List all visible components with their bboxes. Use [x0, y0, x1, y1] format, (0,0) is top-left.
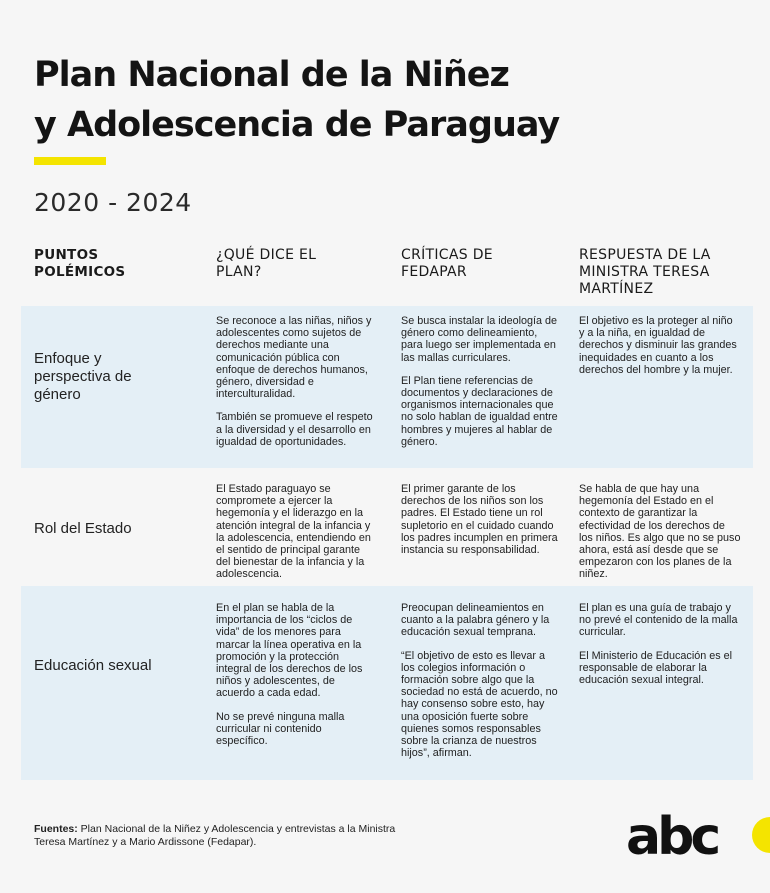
years-range: 2020 - 2024 — [34, 188, 192, 217]
column-header-plan: ¿QUÉ DICE EL PLAN? — [216, 247, 317, 280]
logo-yellow-dot — [752, 817, 770, 853]
cell-paragraph: Preocupan delineamientos en cuanto a la palabra género y la educación sexual temprana. — [401, 602, 550, 639]
column-header-puntos: PUNTOS POLÉMICOS — [34, 247, 126, 280]
accent-bar — [34, 157, 106, 165]
abc-logo: abc — [626, 807, 718, 867]
sources-label: Fuentes: — [34, 823, 78, 835]
cell-criticas — [401, 602, 561, 770]
cell-paragraph: El Ministerio de Educación es el responsable de elaborar la educación sexual integral. — [579, 649, 733, 687]
table-row-rol-estado — [21, 468, 753, 586]
cell-respuesta — [579, 483, 741, 592]
cell-paragraph: No se prevé ninguna malla curricular ni contenido específico. — [216, 710, 345, 748]
cell-plan — [216, 315, 376, 459]
column-header-criticas: CRÍTICAS DE FEDAPAR — [401, 247, 493, 280]
cell-paragraph: El Estado paraguayo se compromete a ejercer la hegemonía y el liderazgo en la atención integral de la infancia y la adolescencia, entendiendo en el sentido de principal garante del bienestar de la infancia y la adolescencia. — [216, 483, 371, 581]
title-line-1: Plan Nacional de la Niñez — [34, 55, 509, 95]
sources-note — [34, 823, 414, 848]
cell-paragraph: El primer garante de los derechos de los niños son los padres. El Estado tiene un rol supletorio en el cuidado cuando los padres incumplen en primera instancia su responsabilidad. — [401, 483, 558, 557]
row-label: Enfoque y perspectiva de género — [34, 350, 132, 403]
cell-respuesta — [579, 315, 741, 387]
page-title — [34, 50, 559, 150]
cell-plan — [216, 602, 376, 758]
column-header-respuesta: RESPUESTA DE LA MINISTRA TERESA MARTÍNEZ — [579, 247, 711, 297]
row-label: Educación sexual — [34, 657, 152, 674]
cell-paragraph: También se promueve el respeto a la diversidad y el desarrollo en igualdad de oportunidades. — [216, 411, 373, 448]
cell-paragraph: “El objetivo de esto es llevar a los colegios información o formación sobre algo que la sociedad no está de acuerdo, no hay consenso sobre esto, hay una oposición fuerte sobre quienes somos responsables sobre la crianza de nuestros hijos”, afirman. — [401, 649, 558, 760]
cell-paragraph: El objetivo es la proteger al niño y a la niña, en igualdad de derechos y disminuir las grandes inequidades en cuanto a los derechos del hombre y la mujer. — [579, 315, 737, 376]
cell-paragraph: Se reconoce a las niñas, niños y adolescentes como sujetos de derechos mediante una comunicación pública con enfoque de derechos humanos, género, diversidad e interculturalidad. — [216, 315, 372, 401]
cell-respuesta — [579, 602, 741, 697]
cell-paragraph: El plan es una guía de trabajo y no prevé el contenido de la malla curricular. — [579, 602, 738, 639]
cell-paragraph: El Plan tiene referencias de documentos y declaraciones de organismos internacionales que no solo hablan de igualdad entre hombres y mujeres al hablar de género. — [401, 374, 558, 448]
cell-criticas — [401, 315, 561, 459]
title-line-2: y Adolescencia de Paraguay — [34, 105, 560, 145]
row-label: Rol del Estado — [34, 520, 132, 537]
cell-paragraph: Se busca instalar la ideología de género como delineamiento, para luego ser implementada en las mallas curriculares. — [401, 315, 558, 364]
table-row-enfoque — [21, 306, 753, 468]
sources-text: Plan Nacional de la Niñez y Adolescencia y entrevistas a la Ministra Teresa Martínez y a Mario Ardissone (Fedapar). — [34, 823, 396, 848]
cell-criticas — [401, 483, 561, 567]
cell-plan — [216, 483, 376, 592]
cell-paragraph: En el plan se habla de la importancia de los “ciclos de vida” de los menores para marcar la línea operativa en la promoción y la protección integral de los derechos de los niños y adolescentes, de acuerdo a cada edad. — [216, 602, 363, 700]
table-row-educacion-sexual — [21, 586, 753, 780]
cell-paragraph: Se habla de que hay una hegemonía del Estado en el contexto de garantizar la efectividad de los derechos de los niños. Es algo que no se puso ahora, está así desde que se empezaron con los planes de la niñez. — [579, 483, 741, 581]
